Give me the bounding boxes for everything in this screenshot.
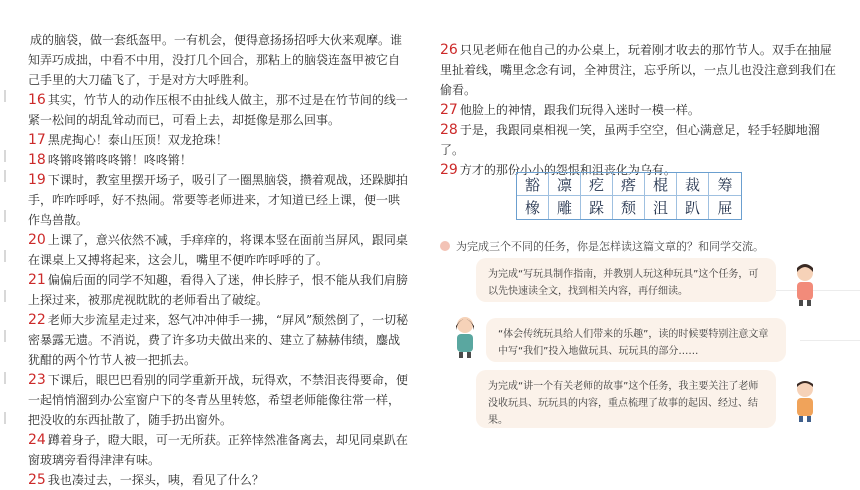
margin-mark (4, 290, 6, 302)
paragraph-number: 19 (28, 172, 46, 188)
vocab-char: 疙 (581, 173, 613, 196)
paragraph (28, 230, 410, 270)
girl-avatar-icon (450, 314, 480, 358)
paragraph (28, 150, 410, 170)
paragraph (28, 430, 410, 470)
vocab-char: 跺 (581, 196, 613, 219)
paragraph-number: 22 (28, 312, 46, 328)
margin-mark (4, 170, 6, 182)
paragraph-number: 28 (440, 122, 458, 138)
paragraph (28, 310, 410, 370)
paragraph (28, 170, 410, 230)
paragraph-text: 下课后，眼巴巴看别的同学重新开战，玩得欢，不禁泪丧得要命，便一起悄悄溜到办公室窗户下的冬青丛里转悠，希望老师能像往常一样，把没收的东西扯散了，随手扔出窗外。 (28, 373, 408, 427)
vocab-char: 颓 (613, 196, 645, 219)
vocab-char: 沮 (645, 196, 677, 219)
speech-bubble (476, 370, 776, 428)
vocab-char: 橡 (517, 196, 549, 219)
margin-mark (4, 210, 6, 222)
paragraph-number: 24 (28, 432, 46, 448)
paragraph (440, 40, 840, 100)
bubble-text: “体会传统玩具给人们带来的乐趣”，读的时候要特别注意文章中写“我们”投入地做玩具、玩玩具的部分…… (498, 329, 769, 357)
speech-bubble (486, 318, 786, 362)
girl-avatar-icon (790, 262, 820, 306)
paragraph-number: 27 (440, 102, 458, 118)
paragraph-text: 于是，我跟同桌相视一笑，虽两手空空，但心满意足，轻手轻脚地溜了。 (440, 123, 820, 157)
paragraph (28, 370, 410, 430)
paragraph-text: 下课时，教室里摆开场子，吸引了一圈黑脑袋，攒着观战，还跺脚拍手，咋咋呼呼，好不热闹。常要等老师进来，才知道已经上课，便一哄作鸟兽散。 (28, 173, 408, 227)
paragraph-number: 26 (440, 42, 458, 58)
margin-mark (4, 330, 6, 342)
paragraph-text: 上课了，意兴依然不减，手痒痒的，将课本竖在面前当屏风，跟同桌在课桌上又搏将起来，这会儿，嘴里不便咋咋呼呼的了。 (28, 233, 408, 267)
vocab-char: 豁 (517, 173, 549, 196)
paragraph-text: 偏偏后面的同学不知趣，看得入了迷，伸长脖子，恨不能从我们肩膀上探过来，被那虎视眈眈的老师看出了破绽。 (28, 273, 408, 307)
vocab-char: 趴 (677, 196, 709, 219)
paragraph-text: 其实，竹节人的动作压根不由扯线人做主，那不过是在竹节间的线一紧一松间的胡乱耸动而已，可看上去，却挺像是那么回事。 (28, 93, 408, 127)
discussion-question (440, 238, 764, 254)
vocab-char: 裁 (677, 173, 709, 196)
vocab-char: 凛 (549, 173, 581, 196)
vocabulary-table (516, 172, 742, 220)
paragraph (28, 30, 410, 90)
paragraph-text: 我也凑过去，一探头，咦，看见了什么？ (47, 473, 264, 487)
speech-bubble (476, 258, 776, 302)
paragraph (28, 470, 410, 490)
left-text-column (28, 30, 410, 490)
paragraph-number: 29 (440, 162, 458, 178)
margin-mark (4, 90, 6, 102)
vocab-char: 屉 (717, 199, 733, 217)
vocab-char: 筹 (709, 173, 741, 196)
right-text-column (440, 40, 840, 180)
paragraph (28, 130, 410, 150)
vocab-char: 雕 (549, 196, 581, 219)
paragraph-text: 黑虎掏心！泰山压顶！双龙抢珠！ (47, 133, 228, 147)
margin-mark (4, 412, 6, 424)
paragraph (28, 270, 410, 310)
vocab-char: 棍 (645, 173, 677, 196)
paragraph (440, 120, 840, 160)
paragraph-text: 成的脑袋，做一套纸盔甲。一有机会，便得意扬扬招呼大伙来观摩。谁知弄巧成拙，中看不中用，没打几个回合，那粘上的脑袋连盔甲被它自己手里的大刀磕飞了，于是对方大呼胜利。 (28, 33, 403, 87)
paragraph-number: 25 (28, 472, 46, 488)
paragraph (28, 90, 410, 130)
bubble-text: 为完成“写玩具制作指南，并教别人玩这种玩具”这个任务，可以先快速读全文，找到相关内容，再仔细读。 (488, 269, 759, 297)
paragraph-text: 老师大步流星走过来，怒气冲冲伸手一拂，“屏风”颓然倒了，一切秘密暴露无遗。不消说，费了许多功夫做出来的、建立了赫赫伟绩，鏖战犹酣的两个竹节人被一把抓去。 (28, 313, 409, 367)
paragraph-text: 他脸上的神情，跟我们玩得入迷时一模一样。 (459, 103, 700, 117)
bubble-text: 为完成“讲一个有关老师的故事”这个任务，我主要关注了老师没收玩具、玩玩具的内容，重点梳理了故事的起因、经过、结果。 (488, 381, 759, 426)
paragraph-number: 23 (28, 372, 46, 388)
boy-avatar-icon (790, 378, 820, 422)
paragraph-number: 20 (28, 232, 46, 248)
paragraph-text: 蹲着身子，瞪大眼，可一无所获。正猝悻然准备离去，却见同桌趴在窗玻璃旁看得津津有味。 (28, 433, 408, 467)
paragraph-number: 18 (28, 152, 46, 168)
question-text: 为完成三个不同的任务，你是怎样读这篇文章的？和同学交流。 (456, 240, 764, 253)
margin-mark (4, 372, 6, 384)
paragraph-number: 21 (28, 272, 46, 288)
paragraph-text: 方才的那份小小的怨恨和沮丧化为乌有。 (459, 163, 676, 177)
paragraph-number: 17 (28, 132, 46, 148)
margin-mark (4, 250, 6, 262)
faint-rule (800, 340, 860, 341)
paragraph-text: 咚锵咚锵咚咚锵！咚咚锵！ (47, 153, 192, 167)
paragraph-number: 16 (28, 92, 46, 108)
paragraph (440, 100, 840, 120)
margin-mark (4, 150, 6, 162)
bullet-icon (440, 241, 450, 251)
paragraph-text: 只见老师在他自己的办公桌上，玩着刚才收去的那竹节人。双手在抽屉里扯着线，嘴里念念有词，全神贯注，忘乎所以，一点儿也没注意到我们在偷看。 (440, 43, 837, 97)
vocab-char: 瘩 (613, 173, 645, 196)
